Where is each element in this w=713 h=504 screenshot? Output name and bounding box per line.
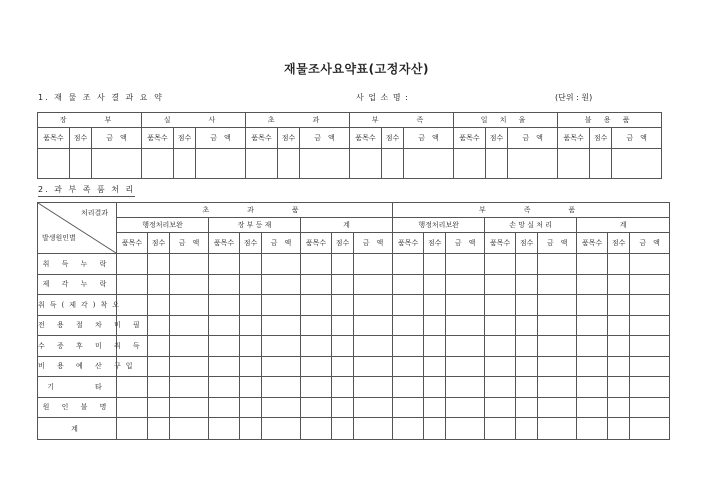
col-points: 점수 [332, 233, 354, 254]
row-label: 비 용 예 산 구입 [38, 356, 117, 377]
data-cell[interactable] [301, 315, 332, 336]
summary-table [37, 112, 662, 179]
data-cell[interactable] [577, 356, 608, 377]
data-cell[interactable] [209, 377, 240, 398]
data-cell[interactable] [170, 274, 209, 295]
data-cell[interactable] [148, 397, 170, 418]
summary-cell[interactable] [486, 149, 508, 179]
group-match-rate: 일 치 율 [454, 113, 558, 128]
data-cell[interactable] [209, 356, 240, 377]
col-points: 점수 [486, 128, 508, 149]
data-cell[interactable] [630, 336, 670, 357]
summary-cell[interactable] [382, 149, 404, 179]
col-items: 품목수 [301, 233, 332, 254]
summary-cell[interactable] [92, 149, 142, 179]
data-cell[interactable] [262, 397, 301, 418]
data-cell[interactable] [332, 254, 354, 275]
col-items: 품목수 [350, 128, 382, 149]
data-cell[interactable] [170, 336, 209, 357]
data-cell[interactable] [446, 356, 485, 377]
data-cell[interactable] [608, 377, 630, 398]
table-row [38, 418, 670, 440]
table-row [38, 254, 670, 275]
data-cell[interactable] [117, 397, 148, 418]
data-cell[interactable] [332, 295, 354, 316]
data-cell[interactable] [332, 397, 354, 418]
data-cell[interactable] [630, 397, 670, 418]
data-cell[interactable] [577, 397, 608, 418]
data-cell[interactable] [485, 315, 516, 336]
col-amount: 금 액 [92, 128, 142, 149]
data-cell[interactable] [446, 295, 485, 316]
data-cell[interactable] [262, 315, 301, 336]
table-row [38, 315, 670, 336]
data-cell[interactable] [446, 397, 485, 418]
data-cell[interactable] [424, 336, 446, 357]
data-cell[interactable] [446, 254, 485, 275]
col-amount: 금 액 [538, 233, 577, 254]
summary-cell[interactable] [612, 149, 662, 179]
data-cell[interactable] [354, 418, 393, 440]
data-cell[interactable] [393, 418, 424, 440]
data-cell[interactable] [301, 397, 332, 418]
disposition-table [37, 202, 670, 440]
col-amount: 금 액 [508, 128, 558, 149]
row-label: 제 각 누 락 [38, 274, 117, 295]
summary-cell[interactable] [508, 149, 558, 179]
table-row [38, 397, 670, 418]
table-row [38, 274, 670, 295]
data-cell[interactable] [393, 336, 424, 357]
data-cell[interactable] [516, 295, 538, 316]
data-cell[interactable] [630, 356, 670, 377]
col-amount: 금 액 [630, 233, 670, 254]
data-cell[interactable] [608, 295, 630, 316]
summary-cell[interactable] [350, 149, 382, 179]
col-items: 품목수 [558, 128, 590, 149]
data-cell[interactable] [516, 274, 538, 295]
data-cell[interactable] [393, 397, 424, 418]
data-cell[interactable] [630, 377, 670, 398]
data-cell[interactable] [240, 295, 262, 316]
data-cell[interactable] [262, 377, 301, 398]
data-cell[interactable] [630, 274, 670, 295]
col-points: 점수 [148, 233, 170, 254]
col-amount: 금 액 [300, 128, 350, 149]
data-cell[interactable] [577, 336, 608, 357]
data-cell[interactable] [485, 356, 516, 377]
data-cell[interactable] [393, 274, 424, 295]
summary-cell[interactable] [174, 149, 196, 179]
data-cell[interactable] [577, 254, 608, 275]
data-cell[interactable] [538, 315, 577, 336]
data-cell[interactable] [301, 336, 332, 357]
data-cell[interactable] [424, 295, 446, 316]
col-points: 점수 [608, 233, 630, 254]
col-items: 품목수 [117, 233, 148, 254]
col-amount: 금 액 [354, 233, 393, 254]
data-cell[interactable] [332, 377, 354, 398]
summary-cell[interactable] [278, 149, 300, 179]
table-row [38, 336, 670, 357]
group-excess: 초 과 [246, 113, 350, 128]
data-cell[interactable] [262, 295, 301, 316]
data-cell[interactable] [209, 397, 240, 418]
data-cell[interactable] [424, 254, 446, 275]
data-cell[interactable] [354, 377, 393, 398]
data-cell[interactable] [354, 356, 393, 377]
col-items: 품목수 [485, 233, 516, 254]
diag-bottom-label: 발생원인별 [42, 234, 76, 242]
diag-top-label: 처리결과 [80, 209, 108, 217]
data-cell[interactable] [393, 315, 424, 336]
data-cell[interactable] [117, 377, 148, 398]
data-cell[interactable] [538, 295, 577, 316]
data-cell[interactable] [538, 418, 577, 440]
table-row [38, 295, 670, 316]
diagonal-header-cell [38, 203, 117, 254]
data-cell[interactable] [577, 295, 608, 316]
data-cell[interactable] [209, 254, 240, 275]
subgroup-admin-2: 행정처리보완 [393, 218, 485, 233]
data-cell[interactable] [538, 397, 577, 418]
data-cell[interactable] [446, 377, 485, 398]
data-cell[interactable] [240, 356, 262, 377]
data-cell[interactable] [424, 377, 446, 398]
row-label: 취득(제각)착오 [38, 295, 117, 316]
col-items: 품목수 [246, 128, 278, 149]
data-cell[interactable] [485, 418, 516, 440]
group-shortage: 부 족 [350, 113, 454, 128]
subgroup-total-2: 계 [577, 218, 670, 233]
unit-label: (단위 : 원) [555, 93, 593, 102]
col-points: 점수 [70, 128, 92, 149]
data-cell[interactable] [516, 254, 538, 275]
data-cell[interactable] [485, 254, 516, 275]
summary-cell[interactable] [70, 149, 92, 179]
data-cell[interactable] [332, 315, 354, 336]
row-label: 전 용 절 차 미 필 [38, 315, 117, 336]
data-cell[interactable] [354, 315, 393, 336]
col-points: 점수 [590, 128, 612, 149]
table-row [38, 356, 670, 377]
group-ledger: 장 부 [38, 113, 142, 128]
data-cell[interactable] [354, 274, 393, 295]
data-cell[interactable] [393, 377, 424, 398]
summary-cell[interactable] [558, 149, 590, 179]
data-cell[interactable] [424, 356, 446, 377]
data-cell[interactable] [516, 377, 538, 398]
col-items: 품목수 [142, 128, 174, 149]
data-cell[interactable] [148, 377, 170, 398]
page-title: 재물조사요약표(고정자산) [284, 62, 429, 76]
section2-label: 2. 과 부 족 품 처 리 [38, 184, 135, 197]
data-cell[interactable] [424, 274, 446, 295]
data-cell[interactable] [577, 274, 608, 295]
row-label: 취 득 누 락 [38, 254, 117, 275]
data-cell[interactable] [393, 356, 424, 377]
data-cell[interactable] [446, 274, 485, 295]
data-cell[interactable] [301, 356, 332, 377]
data-cell[interactable] [393, 295, 424, 316]
data-cell[interactable] [485, 274, 516, 295]
data-cell[interactable] [630, 254, 670, 275]
summary-cell[interactable] [404, 149, 454, 179]
data-cell[interactable] [516, 315, 538, 336]
business-name-label: 사 업 소 명 : [356, 93, 409, 102]
col-items: 품목수 [577, 233, 608, 254]
data-cell[interactable] [170, 356, 209, 377]
col-points: 점수 [516, 233, 538, 254]
data-cell[interactable] [170, 295, 209, 316]
data-cell[interactable] [485, 397, 516, 418]
col-points: 점수 [382, 128, 404, 149]
data-cell[interactable] [516, 397, 538, 418]
subgroup-ledger-entry: 장 부 등 재 [209, 218, 301, 233]
data-cell[interactable] [608, 397, 630, 418]
row-label: 계 [38, 418, 117, 440]
data-cell[interactable] [485, 377, 516, 398]
col-items: 품목수 [393, 233, 424, 254]
data-cell[interactable] [332, 356, 354, 377]
data-cell[interactable] [170, 397, 209, 418]
data-cell[interactable] [354, 295, 393, 316]
data-cell[interactable] [354, 397, 393, 418]
col-items: 품목수 [38, 128, 70, 149]
data-cell[interactable] [630, 295, 670, 316]
data-cell[interactable] [117, 254, 148, 275]
data-cell[interactable] [577, 315, 608, 336]
data-cell[interactable] [354, 336, 393, 357]
summary-cell[interactable] [142, 149, 174, 179]
data-cell[interactable] [240, 274, 262, 295]
data-cell[interactable] [301, 254, 332, 275]
summary-cell[interactable] [196, 149, 246, 179]
col-amount: 금 액 [446, 233, 485, 254]
data-cell[interactable] [301, 418, 332, 440]
data-cell[interactable] [630, 315, 670, 336]
subgroup-admin-1: 행정처리보완 [117, 218, 209, 233]
group-excess-items: 초 과 품 [117, 203, 393, 218]
col-points: 점수 [424, 233, 446, 254]
col-points: 점수 [174, 128, 196, 149]
data-cell[interactable] [209, 315, 240, 336]
data-cell[interactable] [240, 336, 262, 357]
data-cell[interactable] [332, 336, 354, 357]
group-unused: 불 용 품 [558, 113, 662, 128]
data-cell[interactable] [148, 356, 170, 377]
summary-cell[interactable] [454, 149, 486, 179]
data-cell[interactable] [485, 295, 516, 316]
data-cell[interactable] [446, 336, 485, 357]
col-amount: 금 액 [404, 128, 454, 149]
data-cell[interactable] [301, 274, 332, 295]
data-cell[interactable] [148, 274, 170, 295]
data-cell[interactable] [148, 418, 170, 440]
data-cell[interactable] [170, 377, 209, 398]
data-cell[interactable] [424, 397, 446, 418]
data-cell[interactable] [262, 274, 301, 295]
row-label: 수 증 후 미 취 득 [38, 336, 117, 357]
data-cell[interactable] [516, 336, 538, 357]
section1-label: 1. 재 물 조 사 결 과 요 약 [38, 93, 164, 102]
data-cell[interactable] [577, 418, 608, 440]
data-cell[interactable] [170, 254, 209, 275]
data-cell[interactable] [630, 418, 670, 440]
data-cell[interactable] [516, 356, 538, 377]
data-cell[interactable] [608, 274, 630, 295]
summary-cell[interactable] [38, 149, 70, 179]
data-cell[interactable] [240, 254, 262, 275]
data-cell[interactable] [262, 418, 301, 440]
data-cell[interactable] [301, 295, 332, 316]
col-points: 점수 [240, 233, 262, 254]
data-cell[interactable] [240, 418, 262, 440]
data-cell[interactable] [170, 315, 209, 336]
subgroup-loss: 손 망 실 처 리 [485, 218, 577, 233]
data-cell[interactable] [148, 295, 170, 316]
data-cell[interactable] [240, 397, 262, 418]
data-cell[interactable] [117, 418, 148, 440]
table-row [38, 377, 670, 398]
data-cell[interactable] [354, 254, 393, 275]
col-items: 품목수 [209, 233, 240, 254]
data-cell[interactable] [608, 356, 630, 377]
data-cell[interactable] [608, 254, 630, 275]
data-cell[interactable] [209, 274, 240, 295]
data-cell[interactable] [538, 377, 577, 398]
summary-cell[interactable] [300, 149, 350, 179]
data-cell[interactable] [209, 418, 240, 440]
data-cell[interactable] [117, 274, 148, 295]
data-cell[interactable] [262, 336, 301, 357]
col-items: 품목수 [454, 128, 486, 149]
data-cell[interactable] [301, 377, 332, 398]
group-actual: 실 사 [142, 113, 246, 128]
data-cell[interactable] [332, 274, 354, 295]
col-points: 점수 [278, 128, 300, 149]
summary-cell[interactable] [590, 149, 612, 179]
data-cell[interactable] [148, 254, 170, 275]
col-amount: 금 액 [262, 233, 301, 254]
data-cell[interactable] [608, 336, 630, 357]
subgroup-total-1: 계 [301, 218, 393, 233]
col-amount: 금 액 [196, 128, 246, 149]
data-cell[interactable] [538, 254, 577, 275]
data-cell[interactable] [170, 418, 209, 440]
data-cell[interactable] [393, 254, 424, 275]
data-cell[interactable] [516, 418, 538, 440]
data-cell[interactable] [424, 315, 446, 336]
row-label: 원 인 불 명 [38, 397, 117, 418]
row-label: 기 타 [38, 377, 117, 398]
data-cell[interactable] [209, 295, 240, 316]
summary-cell[interactable] [246, 149, 278, 179]
data-cell[interactable] [209, 336, 240, 357]
data-cell[interactable] [446, 418, 485, 440]
data-cell[interactable] [538, 274, 577, 295]
data-cell[interactable] [262, 254, 301, 275]
data-cell[interactable] [148, 315, 170, 336]
data-cell[interactable] [332, 418, 354, 440]
data-cell[interactable] [240, 377, 262, 398]
data-cell[interactable] [240, 315, 262, 336]
data-cell[interactable] [446, 315, 485, 336]
col-amount: 금 액 [170, 233, 209, 254]
data-cell[interactable] [485, 336, 516, 357]
data-cell[interactable] [424, 418, 446, 440]
data-cell[interactable] [608, 315, 630, 336]
data-cell[interactable] [608, 418, 630, 440]
data-cell[interactable] [262, 356, 301, 377]
group-shortage-items: 부 족 품 [393, 203, 670, 218]
data-cell[interactable] [148, 336, 170, 357]
data-cell[interactable] [538, 356, 577, 377]
data-cell[interactable] [538, 336, 577, 357]
col-amount: 금 액 [612, 128, 662, 149]
data-cell[interactable] [577, 377, 608, 398]
